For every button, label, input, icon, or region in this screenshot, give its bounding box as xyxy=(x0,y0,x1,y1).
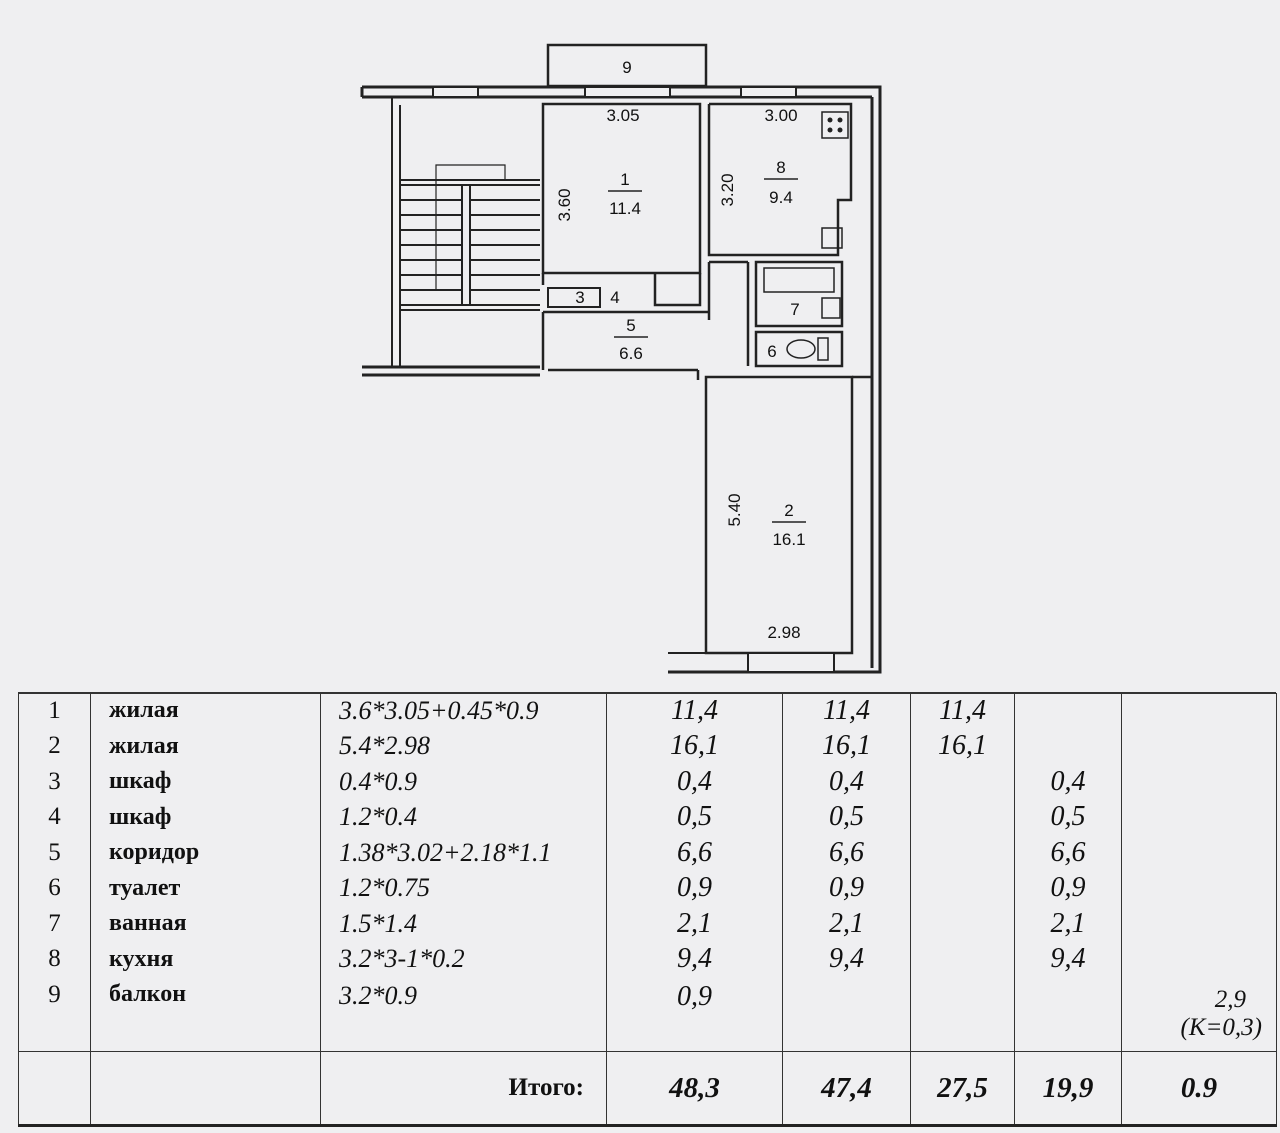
room-2-area: 16.1 xyxy=(772,530,806,549)
table-row xyxy=(19,906,1277,942)
area-value-cell: 9,4 xyxy=(607,942,783,978)
total-value-cell: 27,5 xyxy=(911,1052,1015,1126)
area-value-cell: 6,6 xyxy=(783,835,911,871)
room-name-cell: кухня xyxy=(91,942,321,978)
area-value-cell: 16,1 xyxy=(607,729,783,765)
area-formula-cell: 3.2*3-1*0.2 xyxy=(321,942,607,978)
area-value-cell xyxy=(911,800,1015,836)
area-value-cell xyxy=(1122,729,1277,765)
room-name-cell: жилая xyxy=(91,729,321,765)
room-8-number: 8 xyxy=(776,158,786,177)
room-number-cell: 5 xyxy=(19,835,91,871)
area-value-cell: 6,6 xyxy=(607,835,783,871)
area-value-cell: 0,5 xyxy=(1015,800,1122,836)
room-number-cell: 2 xyxy=(19,729,91,765)
area-value-cell: 6,6 xyxy=(1015,835,1122,871)
room-number-cell: 6 xyxy=(19,871,91,907)
room-area-table xyxy=(18,693,1277,1127)
area-formula-cell: 0.4*0.9 xyxy=(321,764,607,800)
area-value-cell: 0,9 xyxy=(783,871,911,907)
area-formula-cell: 1.38*3.02+2.18*1.1 xyxy=(321,835,607,871)
room-number-cell: 7 xyxy=(19,906,91,942)
area-value-cell xyxy=(783,977,911,1052)
area-value-cell: 9,4 xyxy=(783,942,911,978)
room-number-cell: 9 xyxy=(19,977,91,1052)
area-value-cell: 0,4 xyxy=(783,764,911,800)
table-row xyxy=(19,977,1277,1052)
empty-cell xyxy=(91,1052,321,1126)
area-formula-cell: 1.5*1.4 xyxy=(321,906,607,942)
area-value-cell xyxy=(1122,906,1277,942)
area-value-cell xyxy=(1015,977,1122,1052)
area-value-cell xyxy=(911,977,1015,1052)
area-value-cell xyxy=(1122,835,1277,871)
table-row xyxy=(19,835,1277,871)
room-1-area: 11.4 xyxy=(609,199,641,218)
table-row xyxy=(19,764,1277,800)
room-5-area: 6.6 xyxy=(619,344,643,363)
area-value-cell: 0,5 xyxy=(607,800,783,836)
area-value-cell: 0,9 xyxy=(607,977,783,1052)
room-5-number: 5 xyxy=(626,316,636,335)
total-value-cell: 0.9 xyxy=(1122,1052,1277,1126)
room-2-dim-side: 5.40 xyxy=(725,493,744,527)
room-name-cell: шкаф xyxy=(91,764,321,800)
table-row xyxy=(19,942,1277,978)
room-2-number: 2 xyxy=(784,501,794,520)
area-value-cell xyxy=(911,871,1015,907)
total-row xyxy=(19,1052,1277,1126)
room-1-number: 1 xyxy=(620,170,630,189)
area-formula-cell: 5.4*2.98 xyxy=(321,729,607,765)
area-formula-cell: 3.6*3.05+0.45*0.9 xyxy=(321,693,607,729)
area-value-cell: 2,1 xyxy=(783,906,911,942)
area-value-cell xyxy=(911,942,1015,978)
room-number-cell: 1 xyxy=(19,693,91,729)
balcony-coefficient: (K=0,3) xyxy=(1180,1014,1262,1041)
closet-3-label: 3 xyxy=(575,288,585,307)
room-name-cell: ванная xyxy=(91,906,321,942)
room-8-dim-side: 3.20 xyxy=(718,173,737,207)
closet-4-label: 4 xyxy=(610,288,620,307)
total-value-cell: 47,4 xyxy=(783,1052,911,1126)
area-value-cell: 16,1 xyxy=(911,729,1015,765)
balcony-label: 9 xyxy=(622,58,632,77)
area-value-cell xyxy=(1015,729,1122,765)
area-value-cell: 11,4 xyxy=(911,693,1015,729)
area-formula-cell: 3.2*0.9 xyxy=(321,977,607,1052)
area-value-cell: 0,5 xyxy=(783,800,911,836)
area-value-cell: 2,1 xyxy=(607,906,783,942)
area-value-cell xyxy=(1122,942,1277,978)
balcony-area-cell xyxy=(1122,977,1277,1052)
total-value-cell: 19,9 xyxy=(1015,1052,1122,1126)
area-formula-cell: 1.2*0.75 xyxy=(321,871,607,907)
area-value-cell xyxy=(911,835,1015,871)
total-value-cell: 48,3 xyxy=(607,1052,783,1126)
area-value-cell xyxy=(1122,764,1277,800)
table-row xyxy=(19,800,1277,836)
area-formula-cell: 1.2*0.4 xyxy=(321,800,607,836)
area-value-cell: 11,4 xyxy=(607,693,783,729)
bath-7-label: 7 xyxy=(790,300,800,319)
balcony-area-value: 2,9 xyxy=(1214,986,1246,1013)
area-value-cell xyxy=(911,906,1015,942)
area-value-cell: 0,4 xyxy=(607,764,783,800)
area-value-cell xyxy=(1015,693,1122,729)
area-value-cell: 16,1 xyxy=(783,729,911,765)
total-label: Итого: xyxy=(321,1052,607,1126)
area-value-cell: 9,4 xyxy=(1015,942,1122,978)
area-value-cell xyxy=(911,764,1015,800)
area-value-cell xyxy=(1122,871,1277,907)
room-name-cell: шкаф xyxy=(91,800,321,836)
table-row xyxy=(19,729,1277,765)
room-8-dim-top: 3.00 xyxy=(764,106,798,125)
room-number-cell: 3 xyxy=(19,764,91,800)
room-name-cell: коридор xyxy=(91,835,321,871)
room-1-dim-top: 3.05 xyxy=(606,106,640,125)
table-row xyxy=(19,871,1277,907)
empty-cell xyxy=(19,1052,91,1126)
room-1-dim-side: 3.60 xyxy=(555,188,574,222)
table-row xyxy=(19,693,1277,729)
area-value-cell: 0,9 xyxy=(607,871,783,907)
room-8-area: 9.4 xyxy=(769,188,793,207)
room-name-cell: жилая xyxy=(91,693,321,729)
area-value-cell: 0,4 xyxy=(1015,764,1122,800)
room-2-dim-bottom: 2.98 xyxy=(767,623,801,642)
area-value-cell: 11,4 xyxy=(783,693,911,729)
area-value-cell xyxy=(1122,800,1277,836)
room-number-cell: 8 xyxy=(19,942,91,978)
room-name-cell: туалет xyxy=(91,871,321,907)
area-value-cell: 0,9 xyxy=(1015,871,1122,907)
room-name-cell: балкон xyxy=(91,977,321,1052)
room-number-cell: 4 xyxy=(19,800,91,836)
area-value-cell: 2,1 xyxy=(1015,906,1122,942)
area-value-cell xyxy=(1122,693,1277,729)
toilet-6-label: 6 xyxy=(767,342,777,361)
